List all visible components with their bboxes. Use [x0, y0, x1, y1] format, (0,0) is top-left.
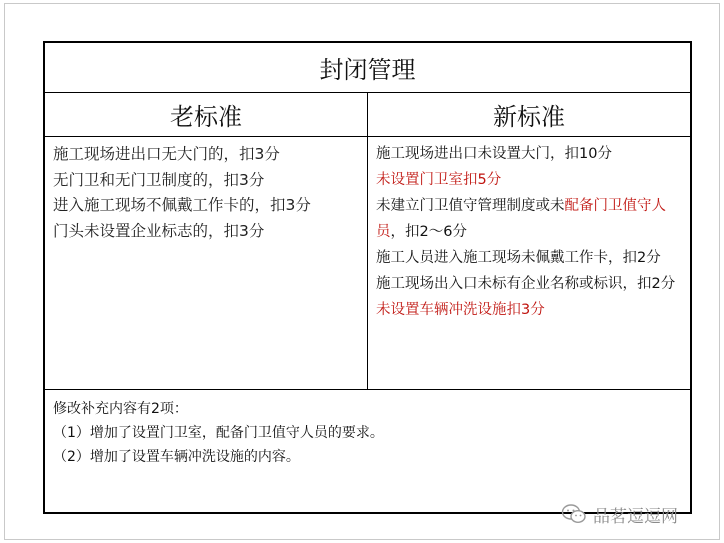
new-item: 施工人员进入施工现场未佩戴工作卡，扣2分 [376, 250, 661, 266]
new-item-text: ，扣2～6分 [390, 224, 467, 240]
summary-item: （2）增加了设置车辆冲洗设施的内容。 [53, 449, 300, 465]
new-standard-cell [368, 137, 690, 390]
old-item: 进入施工现场不佩戴工作卡的，扣3分 [53, 196, 311, 214]
new-item-highlight: 未设置车辆冲洗设施扣3分 [376, 302, 545, 318]
new-item-highlight: 配备门卫值守人员 [376, 198, 666, 240]
new-item-text: 未建立门卫值守管理制度或未 [376, 198, 565, 214]
summary-heading: 修改补充内容有2项： [53, 401, 188, 417]
new-item [376, 193, 684, 245]
new-item-highlight: 未设置门卫室扣5分 [376, 172, 502, 188]
slide-frame [4, 3, 720, 540]
watermark-text: 品茗逗逗网 [593, 506, 678, 527]
old-standard-cell [45, 137, 368, 390]
wechat-icon [561, 503, 587, 525]
header-old-standard: 老标准 [45, 93, 368, 137]
summary-item: （1）增加了设置门卫室，配备门卫值守人员的要求。 [53, 425, 384, 441]
summary-cell [45, 390, 690, 512]
header-new-standard: 新标准 [368, 93, 690, 137]
new-item: 施工现场出入口未标有企业名称或标识，扣2分 [376, 276, 676, 292]
old-item: 无门卫和无门卫制度的，扣3分 [53, 170, 265, 189]
table-title: 封闭管理 [45, 43, 690, 93]
old-item: 施工现场进出口无大门的，扣3分 [53, 145, 280, 163]
watermark [561, 501, 678, 527]
new-item: 施工现场进出口未设置大门，扣10分 [376, 146, 612, 162]
comparison-table [43, 41, 692, 514]
old-item: 门头未设置企业标志的，扣3分 [53, 221, 265, 240]
